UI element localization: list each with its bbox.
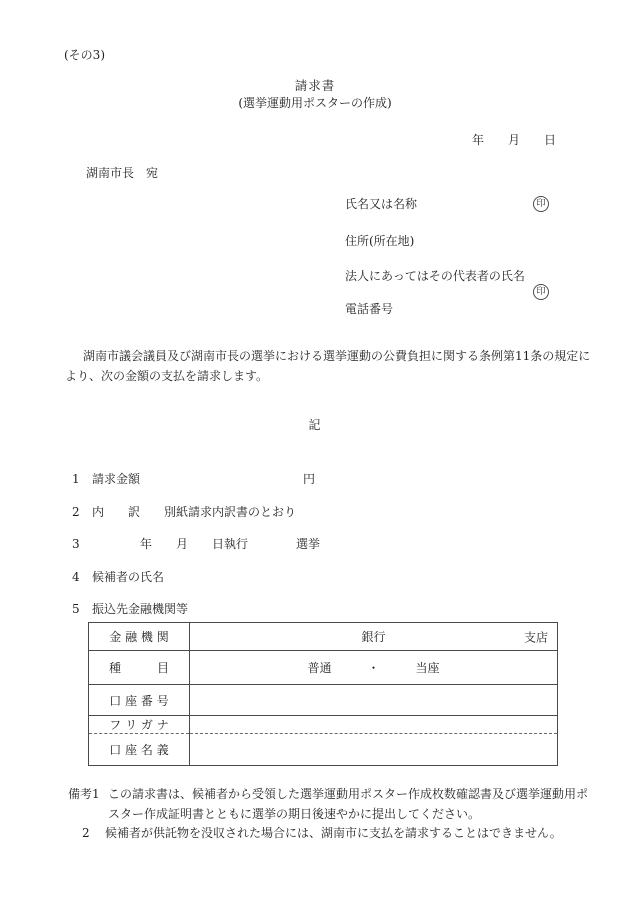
account-number-label: 口 座 番 号 xyxy=(89,685,190,716)
account-holder-cell xyxy=(190,734,558,766)
account-holder-label: 口 座 名 義 xyxy=(89,734,190,766)
address-label: 住所(所在地) xyxy=(345,234,415,248)
account-type-cell: 普通 ・ 当座 xyxy=(190,651,558,685)
seal-character: 印 xyxy=(536,198,546,209)
representative-name-label: 法人にあってはその代表者の氏名 xyxy=(345,269,525,283)
table-row-account-number xyxy=(89,685,558,716)
document-title: 請求書 xyxy=(294,78,336,93)
document-subtitle: (選挙運動用ポスターの作成) xyxy=(238,96,392,110)
date-line: 年 月 日 xyxy=(471,133,556,147)
table-row-account-type xyxy=(89,651,558,685)
remark-2-text: 候補者が供託物を没収された場合には、湖南市に支払を請求することはできません。 xyxy=(105,826,562,840)
item-label: 請求金額 xyxy=(92,472,141,486)
item-label: 振込先金融機関等 xyxy=(92,602,189,616)
yen-unit-label: 円 xyxy=(303,472,316,486)
item-number: 5 xyxy=(72,602,80,616)
remarks-heading: 備考1 xyxy=(68,787,100,801)
financial-institution-label: 金 融 機 関 xyxy=(89,623,190,651)
table-row-account-holder xyxy=(89,734,558,766)
item-number: 1 xyxy=(72,472,80,486)
item-election-date xyxy=(72,537,320,570)
addressee-line: 湖南市長 宛 xyxy=(86,166,159,180)
item-candidate-name xyxy=(72,570,320,603)
item-breakdown xyxy=(72,505,320,538)
section-mark-ki: 記 xyxy=(308,418,322,432)
seal-character: 印 xyxy=(536,286,546,297)
phone-number-label: 電話番号 xyxy=(345,302,394,316)
account-number-cell xyxy=(190,685,558,716)
remark-1-text: この請求書は、候補者から受領した選挙運動用ポスター作成枚数確認書及び選挙運動用ポスター作成証明書とともに選挙の期日後速やかに提出してください。 xyxy=(108,787,589,821)
furigana-cell xyxy=(190,716,558,734)
request-statement: 湖南市議会議員及び湖南市長の選挙における選挙運動の公費負担に関する条例第11条の規定により、次の金額の支払を請求します。 xyxy=(65,349,591,383)
remarks-block xyxy=(68,785,590,844)
applicant-block xyxy=(345,198,525,315)
table-row-furigana xyxy=(89,716,558,734)
bank-account-table xyxy=(88,622,558,766)
bank-suffix-label: 銀行 xyxy=(361,630,386,644)
item-number: 4 xyxy=(72,569,80,584)
item-label: 年 月 日執行 選挙 xyxy=(92,537,321,551)
item-label: 内 訳 別紙請求内訳書のとおり xyxy=(92,504,297,519)
item-list xyxy=(72,472,320,635)
branch-suffix-label: 支店 xyxy=(523,630,548,644)
table-row-financial-institution xyxy=(89,623,558,651)
furigana-label: フ リ ガ ナ xyxy=(89,716,190,734)
remark-2-number: 2 xyxy=(82,826,90,840)
form-number-label: (その3) xyxy=(64,48,105,62)
seal-mark-icon xyxy=(533,284,549,300)
name-or-title-label: 氏名又は名称 xyxy=(345,197,418,211)
seal-mark-icon xyxy=(533,196,549,212)
remark-2 xyxy=(68,824,590,844)
item-number: 2 xyxy=(72,504,80,519)
item-label: 候補者の氏名 xyxy=(92,569,165,584)
remark-1 xyxy=(68,785,590,824)
financial-institution-cell xyxy=(190,623,558,651)
item-claim-amount xyxy=(72,472,320,505)
item-number: 3 xyxy=(72,537,80,551)
account-type-label: 種 目 xyxy=(89,651,190,685)
